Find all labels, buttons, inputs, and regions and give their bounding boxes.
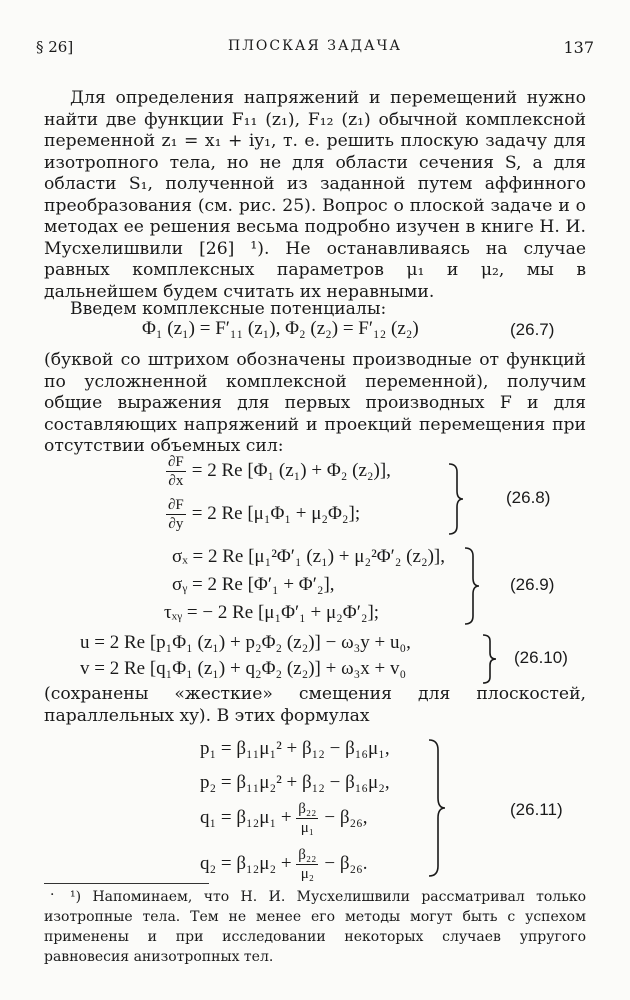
page-number: 137 xyxy=(563,38,594,57)
equation-number-26-11: (26.11) xyxy=(510,800,563,819)
paragraph-intro: Для определения напряжений и перемещений нужно найти две функции F₁₁ (z₁), F₁₂ (z₁) обычной комплексной переменной z₁ = x₁ + iy₁, т. е. решить плоскую задачу для изотропного тела, но не для области сечения S, а для области S₁, полученной из заданной путем аффинного преобразования (см. рис. 25). Вопрос о плоской задаче и о методах ее решения весьма подробно изучен в книге Н. И. Мусхелишвили [26] ¹). Не останавливаясь на случае равных комплексных параметров μ₁ и μ₂, мы в дальнейшем будем считать их неравными. xyxy=(44,88,586,302)
equation-26-11-line-4: q₂ = β₁₂μ₂ + $\frac{\text{β₂₂}}{\text{μ₂}}$ − β₂₆. xyxy=(200,847,368,882)
equation-26-10-line-2: v = 2 Re [q₁Φ₁ (z₁) + q₂Φ₂ (z₂)] + ω₃x + v₀ xyxy=(80,658,407,679)
equation-26-8-line-1: $\frac{\partial F}{\partial x}$ = 2 Re [Φ₁ (z₁) + Φ₂ (z₂)], xyxy=(168,454,391,489)
equation-number-26-7: (26.7) xyxy=(510,320,555,339)
equation-26-10-line-1: u = 2 Re [p₁Φ₁ (z₁) + p₂Φ₂ (z₂)] − ω₃y + u₀, xyxy=(80,632,411,653)
equation-26-9-line-3: τₓᵧ = − 2 Re [μ₁Φ′₁ + μ₂Φ′₂]; xyxy=(164,602,380,623)
equation-26-7: Φ₁ (z₁) = F′₁₁ (z₁), Φ₂ (z₂) = F′₁₂ (z₂) xyxy=(142,318,419,339)
equation-number-26-8: (26.8) xyxy=(506,488,551,507)
running-title: ПЛОСКАЯ ЗАДАЧА xyxy=(227,38,402,54)
paragraph-potentials: Введем комплексные потенциалы: xyxy=(70,299,387,319)
fraction-dF-dy: $\frac{\partial F}{\partial y}$ xyxy=(168,497,184,532)
equation-26-8-line-2: $\frac{\partial F}{\partial y}$ = 2 Re [μ₁Φ₁ + μ₂Φ₂]; xyxy=(168,497,361,532)
footnote-divider xyxy=(44,883,209,884)
fraction-dF-dx: $\frac{\partial F}{\partial x}$ xyxy=(168,454,184,489)
right-brace-26-11 xyxy=(426,738,448,878)
footnote-bullet: · xyxy=(50,887,55,903)
fraction-b22-mu1: $\frac{\text{β₂₂}}{\text{μ₁}}$ xyxy=(298,801,317,836)
equation-number-26-9: (26.9) xyxy=(510,575,555,594)
equation-26-11-line-1: p₁ = β₁₁μ₁² + β₁₂ − β₁₆μ₁, xyxy=(200,738,390,759)
equation-number-26-10: (26.10) xyxy=(514,648,568,667)
footnote: ¹) Напоминаем, что Н. И. Мусхелишвили рассматривал только изотропные тела. Тем не менее его методы могут быть с успехом применены и при исследовании некоторых случаев упругого равновесия анизотропных тел. xyxy=(44,889,586,965)
right-brace-26-9 xyxy=(462,546,482,626)
equation-26-11-line-2: p₂ = β₁₁μ₂² + β₁₂ − β₁₆μ₂, xyxy=(200,772,390,793)
equation-26-9-line-1: σₓ = 2 Re [μ₁²Φ′₁ (z₁) + μ₂²Φ′₂ (z₂)], xyxy=(172,546,445,567)
equation-26-9-line-2: σᵧ = 2 Re [Φ′₁ + Φ′₂], xyxy=(172,574,335,595)
running-header xyxy=(36,38,594,62)
right-brace-26-10 xyxy=(480,633,500,685)
section-ref: § 26] xyxy=(36,38,74,56)
equation-26-11-line-3: q₁ = β₁₂μ₁ + $\frac{\text{β₂₂}}{\text{μ₁}}$ − β₂₆, xyxy=(200,801,368,836)
right-brace-26-8 xyxy=(446,462,466,536)
paragraph-derivatives: (буквой со штрихом обозначены производные от функций по усложненной комплексной переменной), получим общие выражения для первых производных F и для составляющих напряжений и проекций перемещения при отсутствии объемных сил: xyxy=(44,350,586,456)
fraction-b22-mu2: $\frac{\text{β₂₂}}{\text{μ₂}}$ xyxy=(298,847,317,882)
paragraph-formulas: (сохранены «жесткие» смещения для плоскостей, параллельных xy). В этих формулах xyxy=(44,684,586,726)
